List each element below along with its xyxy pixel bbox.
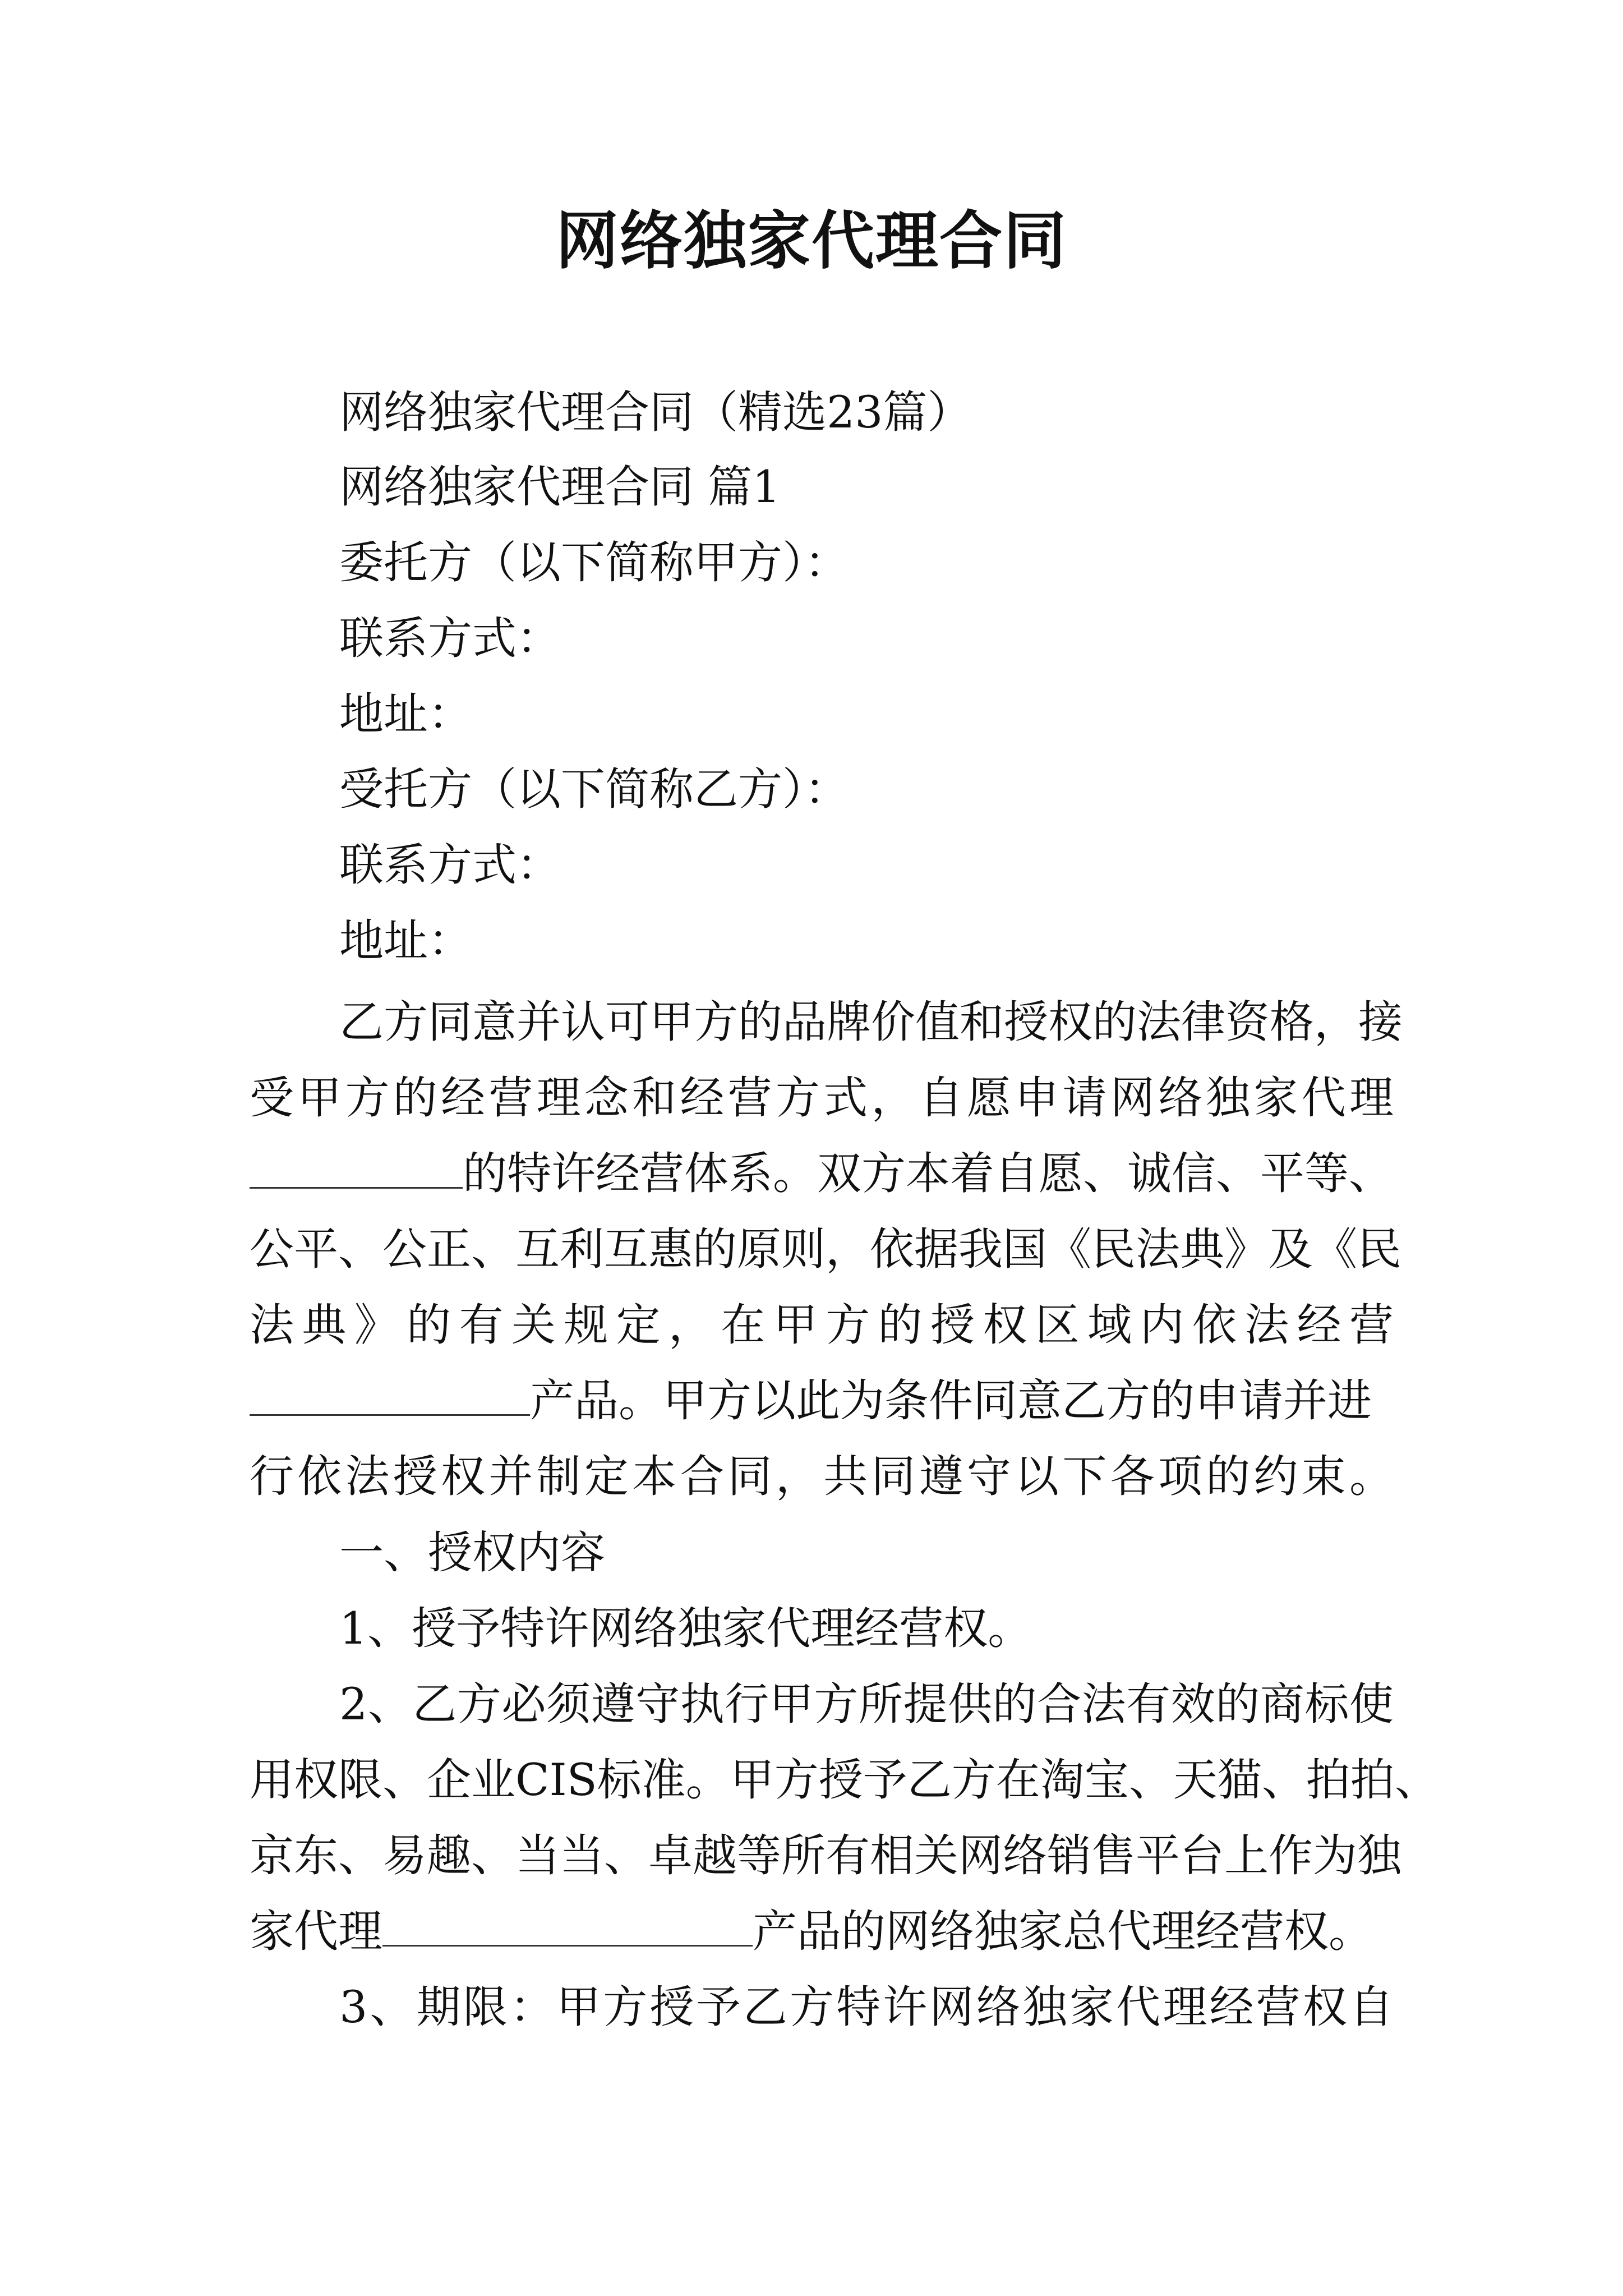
clause-item: 2、乙方必须遵守执行甲方所提供的合法有效的商标使 bbox=[339, 1678, 1394, 1730]
clause-line bbox=[250, 1901, 1394, 1962]
paragraph-text: 的特许经营体系。双方本着自愿、诚信、平等、 bbox=[463, 1148, 1393, 1199]
paragraph-text: 产品。甲方以此为条件同意乙方的申请并进 bbox=[530, 1375, 1372, 1427]
subtitle-line: 网络独家代理合同（精选23篇） bbox=[339, 386, 972, 438]
clause-line: 京东、易趣、当当、卓越等所有相关网络销售平台上作为独 bbox=[250, 1830, 1401, 1881]
clause-item: 1、授予特许网络独家代理经营权。 bbox=[339, 1603, 1032, 1654]
clause-text: 家代理 bbox=[250, 1906, 382, 1957]
paragraph-line: 乙方同意并认可甲方的品牌价值和授权的法律资格，接 bbox=[339, 996, 1403, 1048]
clause-text: 产品的网络独家总代理经营权。 bbox=[753, 1906, 1373, 1957]
clause-line: 用权限、企业CIS标准。甲方授予乙方在淘宝、天猫、拍拍、 bbox=[250, 1754, 1439, 1806]
party-b-contact: 联系方式： bbox=[339, 839, 561, 891]
party-a-label: 委托方（以下简称甲方）： bbox=[339, 537, 849, 588]
blank-underline bbox=[250, 1148, 463, 1189]
party-a-contact: 联系方式： bbox=[339, 613, 561, 664]
section-heading: 一、授权内容 bbox=[339, 1527, 605, 1579]
blank-underline bbox=[382, 1906, 753, 1947]
party-a-address: 地址： bbox=[339, 688, 472, 740]
paragraph-line: 受甲方的经营理念和经营方式，自愿申请网络独家代理 bbox=[250, 1072, 1394, 1124]
party-b-label: 受托方（以下简称乙方）： bbox=[339, 763, 849, 815]
section-heading: 网络独家代理合同 篇1 bbox=[339, 461, 781, 513]
blank-underline bbox=[250, 1375, 530, 1416]
paragraph-line bbox=[250, 1370, 1394, 1432]
clause-item: 3、期限：甲方授予乙方特许网络独家代理经营权自 bbox=[339, 1981, 1394, 2033]
paragraph-line bbox=[250, 1143, 1394, 1204]
paragraph-line: 行依法授权并制定本合同，共同遵守以下各项的约束。 bbox=[250, 1451, 1394, 1502]
paragraph-line: 法典》的有关规定，在甲方的授权区域内依法经营 bbox=[250, 1299, 1394, 1351]
paragraph-line: 公平、公正、互利互惠的原则，依据我国《民法典》及《民 bbox=[250, 1223, 1401, 1275]
document-title: 网络独家代理合同 bbox=[556, 204, 1067, 278]
party-b-address: 地址： bbox=[339, 915, 472, 967]
